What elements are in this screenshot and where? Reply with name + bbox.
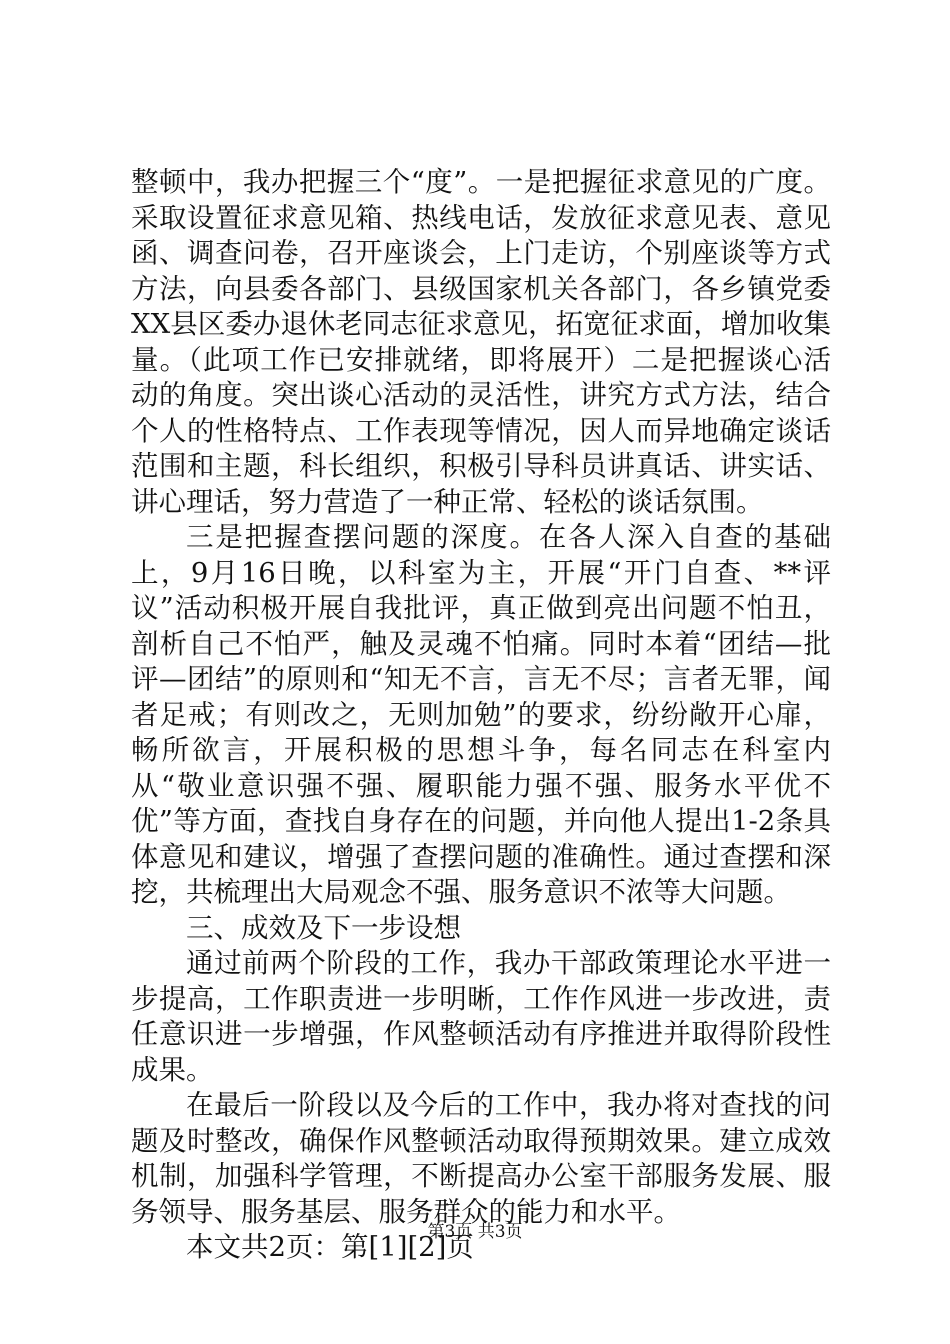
paragraph-continued: 整顿中，我办把握三个“度”。一是把握征求意见的广度。采取设置征求意见箱、热线电话，发放征求意见表、意见函、调查问卷，召开座谈会，上门走访，个别座谈等方式方法，向县委各部门、县级国家机关各部门，各乡镇党委XX县区委办退休老同志征求意见，拓宽征求面，增加收集量。（此项工作已安排就绪，即将展开）二是把握谈心活动的角度。突出谈心活动的灵活性，讲究方式方法，结合个人的性格特点、工作表现等情况，因人而异地确定谈话范围和主题，科长组织，积极引导科员讲真话、讲实话、讲心理话，努力营造了一种正常、轻松的谈话氛围。 [131,166,831,518]
section-heading: 三、成效及下一步设想 [186,911,461,944]
article-page-links: 本文共2页：第[1][2]页 [186,1231,474,1263]
paragraph-next-steps: 在最后一阶段以及今后的工作中，我办将对查找的问题及时整改，确保作风整顿活动取得预期效果。建立成效机制，加强科学管理，不断提高办公室干部服务发展、服务领导、服务基层、服务群众的能力和水平。 [131,1089,831,1228]
document-body [131,165,831,1266]
paragraph-results: 通过前两个阶段的工作，我办干部政策理论水平进一步提高，工作职责进一步明晰，工作作风进一步改进，责任意识进一步增强，作风整顿活动有序推进并取得阶段性成果。 [131,947,831,1086]
page-footer: 第3页 共3页 [427,1222,523,1242]
paragraph-third-degree: 三是把握查摆问题的深度。在各人深入自查的基础上，9月16日晚，以科室为主，开展“开门自查、**评议”活动积极开展自我批评，真正做到亮出问题不怕丑，剖析自己不怕严，触及灵魂不怕痛。同时本着“团结—批评—团结”的原则和“知无不言，言无不尽；言者无罪，闻者足戒；有则改之，无则加勉”的要求，纷纷敞开心扉，畅所欲言，开展积极的思想斗争，每名同志在科室内从“敬业意识强不强、履职能力强不强、服务水平优不优”等方面，查找自身存在的问题，并向他人提出1-2条具体意见和建议，增强了查摆问题的准确性。通过查摆和深挖，共梳理出大局观念不强、服务意识不浓等大问题。 [131,521,831,908]
